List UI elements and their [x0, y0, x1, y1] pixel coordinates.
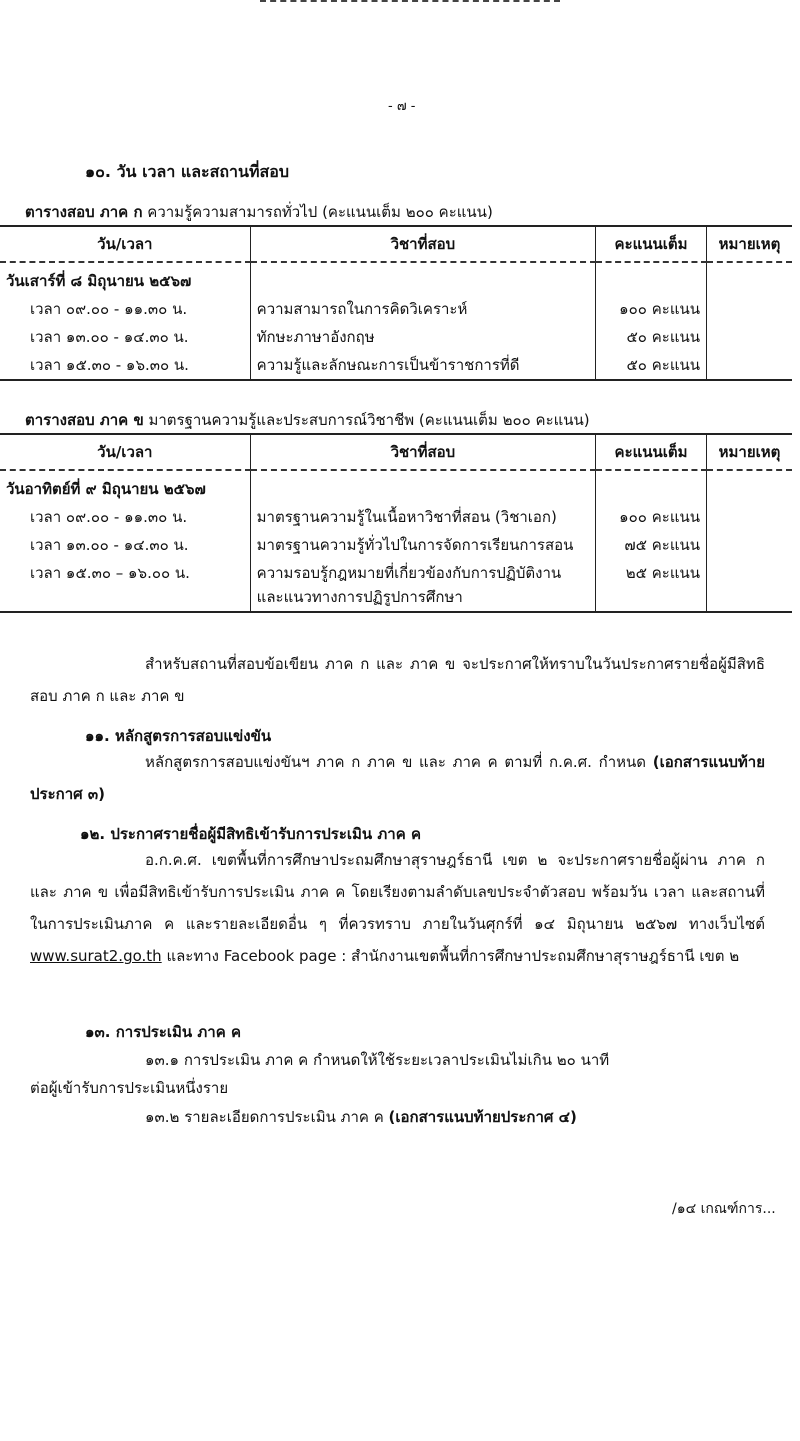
- table-row: [0, 531, 792, 559]
- header-subject: วิชาที่สอบ: [250, 226, 595, 262]
- time-cell: เวลา ๐๙.๐๐ - ๑๑.๓๐ น.: [30, 508, 188, 526]
- section11-heading: ๑๑. หลักสูตรการสอบแข่งขัน: [85, 727, 272, 745]
- website-link[interactable]: www.surat2.go.th: [30, 947, 162, 965]
- exam-date: วันอาทิตย์ที่ ๙ มิถุนายน ๒๕๖๗: [6, 480, 206, 498]
- item2-text: ๑๓.๒ รายละเอียดการประเมิน ภาค ค: [145, 1108, 389, 1126]
- header-remark: หมายเหตุ: [707, 226, 793, 262]
- time-cell: เวลา ๑๕.๓๐ - ๑๖.๓๐ น.: [0, 351, 250, 380]
- header-remark: หมายเหตุ: [707, 434, 793, 470]
- exam-table-b: [0, 433, 792, 613]
- table-row: [0, 295, 792, 323]
- time-cell: เวลา ๑๕.๓๐ – ๑๖.๐๐ น.: [0, 559, 250, 612]
- subject-cell: มาตรฐานความรู้ทั่วไปในการจัดการเรียนการสอน: [250, 531, 595, 559]
- subject-cell: [250, 559, 595, 612]
- section12-body: [30, 844, 765, 972]
- section11-ref: (เอกสารแนบท้ายประกาศ ๓): [30, 753, 765, 803]
- caption-bold: ตารางสอบ ภาค ก: [25, 203, 143, 221]
- time-cell: เวลา ๑๓.๐๐ - ๑๔.๓๐ น.: [30, 328, 189, 346]
- section13-item2: [145, 1105, 577, 1129]
- scan-artifact: [260, 0, 560, 6]
- table-b-caption: [25, 408, 590, 432]
- exam-date: วันเสาร์ที่ ๘ มิถุนายน ๒๕๖๗: [6, 272, 192, 290]
- subject-line: ความรอบรู้กฎหมายที่เกี่ยวข้องกับการปฏิบัติงาน: [256, 564, 562, 582]
- subject-cell: ความรู้และลักษณะการเป็นข้าราชการที่ดี: [250, 351, 595, 380]
- subject-cell: ทักษะภาษาอังกฤษ: [250, 323, 595, 351]
- section12-text: อ.ก.ค.ศ. เขตพื้นที่การศึกษาประถมศึกษาสุราษฎร์ธานี เขต ๒ จะประกาศรายชื่อผู้ผ่าน ภาค ก และ ภาค ข เพื่อมีสิทธิเข้ารับการประเมิน ภาค ค โดยเรียงตามลำดับเลขประจำตัวสอบ พร้อมวัน เวลา และสถานที่ในการประเมินภาค ค และรายละเอียดอื่น ๆ ที่ควรทราบ ภายในวันศุกร์ที่ ๑๔ มิถุนายน ๒๕๖๗ ทางเว็บไซต์: [30, 851, 765, 933]
- header-date: วัน/เวลา: [0, 226, 250, 262]
- header-date: วัน/เวลา: [0, 434, 250, 470]
- table-a-caption: [25, 200, 493, 224]
- score-cell: ๗๕ คะแนน: [596, 531, 707, 559]
- caption-rest: ความรู้ความสามารถทั่วไป (คะแนนเต็ม ๒๐๐ คะแนน): [142, 203, 493, 221]
- table-row: [0, 323, 792, 351]
- section13-heading: ๑๓. การประเมิน ภาค ค: [85, 1023, 241, 1041]
- continuation-marker: /๑๔ เกณฑ์การ...: [672, 1201, 776, 1217]
- table-row: [0, 351, 792, 380]
- section10-heading: ๑๐. วัน เวลา และสถานที่สอบ: [85, 162, 290, 181]
- table-row: [0, 262, 792, 295]
- score-cell: ๕๐ คะแนน: [596, 351, 707, 380]
- section12-heading: ๑๒. ประกาศรายชื่อผู้มีสิทธิเข้ารับการประเมิน ภาค ค: [80, 825, 421, 843]
- time-cell: เวลา ๐๙.๐๐ - ๑๑.๓๐ น.: [30, 300, 188, 318]
- score-cell: ๑๐๐ คะแนน: [596, 503, 707, 531]
- page-number: - ๗ -: [388, 99, 416, 114]
- subject-cell: ความสามารถในการคิดวิเคราะห์: [250, 295, 595, 323]
- time-cell: เวลา ๑๓.๐๐ - ๑๔.๓๐ น.: [30, 536, 189, 554]
- caption-bold: ตารางสอบ ภาค ข: [25, 411, 144, 429]
- section11-body: [30, 746, 765, 810]
- table-row: [0, 503, 792, 531]
- section13-item1: ๑๓.๑ การประเมิน ภาค ค กำหนดให้ใช้ระยะเวลาประเมินไม่เกิน ๒๐ นาที: [145, 1051, 610, 1069]
- score-cell: ๕๐ คะแนน: [596, 323, 707, 351]
- venue-note: สำหรับสถานที่สอบข้อเขียน ภาค ก และ ภาค ข จะประกาศให้ทราบในวันประกาศรายชื่อผู้มีสิทธิสอบ ภาค ก และ ภาค ข: [30, 655, 765, 705]
- score-cell: ๑๐๐ คะแนน: [596, 295, 707, 323]
- header-score: คะแนนเต็ม: [596, 434, 707, 470]
- table-row: [0, 470, 792, 503]
- score-cell: ๒๕ คะแนน: [596, 559, 707, 612]
- item2-ref: (เอกสารแนบท้ายประกาศ ๔): [388, 1108, 577, 1126]
- section11-text: หลักสูตรการสอบแข่งขันฯ ภาค ก ภาค ข และ ภาค ค ตามที่ ก.ค.ศ. กำหนด: [145, 753, 647, 771]
- section12-text-2: และทาง Facebook page : สำนักงานเขตพื้นที่การศึกษาประถมศึกษาสุราษฎร์ธานี เขต ๒: [161, 947, 740, 965]
- header-subject: วิชาที่สอบ: [250, 434, 595, 470]
- header-score: คะแนนเต็ม: [596, 226, 707, 262]
- exam-table-a: [0, 225, 792, 381]
- subject-line: และแนวทางการปฏิรูปการศึกษา: [256, 588, 463, 606]
- subject-cell: มาตรฐานความรู้ในเนื้อหาวิชาที่สอน (วิชาเอก): [250, 503, 595, 531]
- caption-rest: มาตรฐานความรู้และประสบการณ์วิชาชีพ (คะแนนเต็ม ๒๐๐ คะแนน): [143, 411, 590, 429]
- section13-item1-cont: ต่อผู้เข้ารับการประเมินหนึ่งราย: [30, 1079, 229, 1097]
- table-row: [0, 559, 792, 612]
